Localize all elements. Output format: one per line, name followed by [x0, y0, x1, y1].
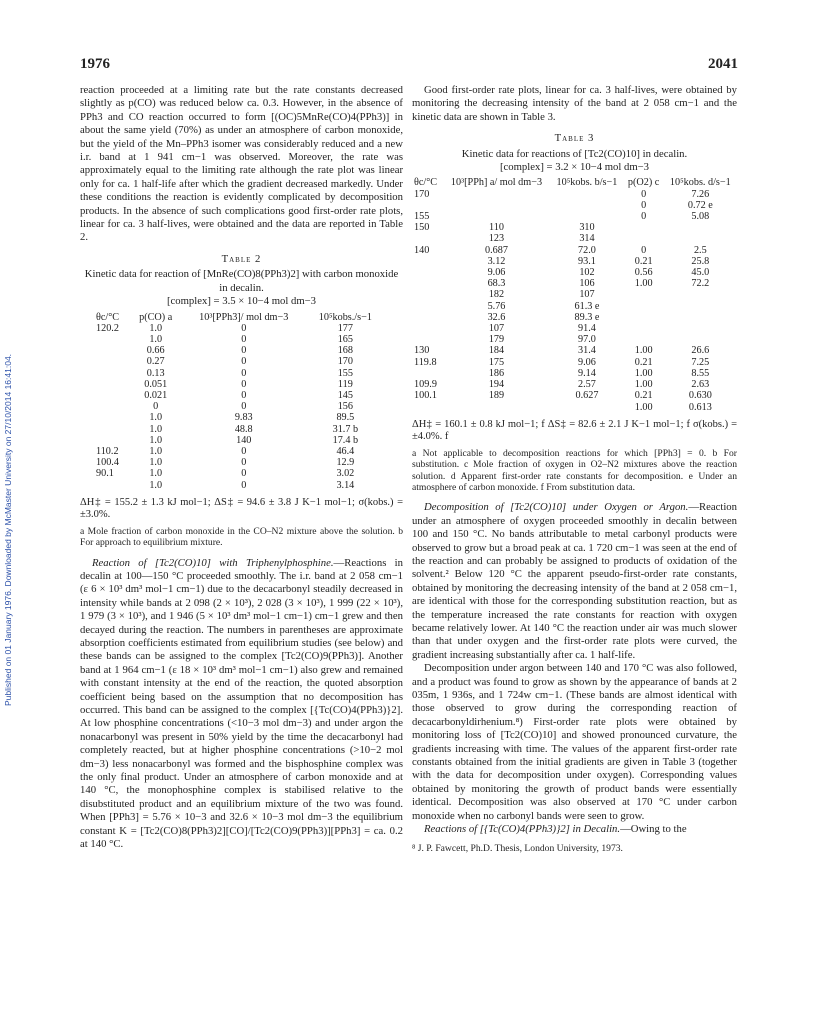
table-row	[94, 345, 384, 356]
table-row	[412, 301, 737, 312]
table-row	[412, 390, 737, 401]
table-header-cell: 10³[PPh] a/ mol dm−3	[450, 177, 543, 189]
table-cell: 32.6	[487, 311, 506, 323]
table-cell	[412, 402, 443, 413]
table-cell: 165	[337, 333, 353, 345]
table-cell	[624, 222, 664, 233]
table-cell: 1.00	[634, 401, 653, 413]
table-cell: 156	[337, 401, 353, 413]
table-cell: 100.4	[96, 457, 119, 469]
table-cell	[412, 368, 443, 379]
table-cell: 0.21	[634, 255, 653, 267]
table-cell: 1.0	[149, 479, 163, 491]
table2	[94, 312, 384, 491]
table-cell: 7.26	[691, 188, 710, 200]
table3-label: Table 3	[554, 132, 595, 145]
table-cell	[412, 289, 443, 300]
table-cell: 0	[241, 345, 247, 357]
table-cell: 168	[337, 345, 353, 357]
table-row	[412, 334, 737, 345]
table-cell: 2.63	[691, 379, 710, 391]
table-cell: 9.83	[234, 412, 253, 424]
table-cell: 179	[488, 334, 505, 346]
table-header-cell: 10⁵kobs./s−1	[318, 311, 372, 323]
table-cell: 3.02	[336, 468, 355, 480]
table-row	[412, 222, 737, 233]
table-cell	[412, 200, 443, 211]
table3-activation: ΔH‡ = 160.1 ± 0.8 kJ mol−1; f ΔS‡ = 82.6 ± 2.1 J K−1 mol−1; f σ(kobs.) = ±4.0%. f	[412, 418, 737, 443]
table-row	[412, 278, 737, 289]
table-cell: 46.4	[336, 445, 355, 457]
table-cell	[624, 301, 664, 312]
table-cell: 97.0	[578, 334, 596, 346]
table-cell	[94, 390, 131, 401]
table-cell: 0.687	[485, 244, 508, 256]
table-cell: 194	[488, 379, 505, 391]
table-cell: 145	[337, 389, 353, 401]
left-column	[80, 84, 403, 852]
table-cell: 1.0	[149, 333, 163, 345]
table-row	[94, 401, 384, 412]
table-header-cell: θc/°C	[96, 311, 120, 323]
table-cell: 2.57	[578, 379, 596, 391]
table-cell: 0	[241, 322, 247, 334]
table-cell: 170	[414, 188, 430, 200]
table-cell: 130	[414, 345, 430, 357]
table-cell	[412, 312, 443, 323]
table-cell: 120.2	[96, 322, 119, 334]
table2-footnote: a Mole fraction of carbon monoxide in the CO–N2 mixture above the solution. b For approach to equilibrium mixture.	[80, 525, 403, 549]
table-cell: 0.72 e	[687, 199, 713, 211]
table-cell: 0.21	[634, 390, 653, 402]
table-cell: 93.1	[578, 255, 596, 267]
table-row	[412, 200, 737, 211]
table-cell	[443, 200, 551, 211]
table-cell	[412, 233, 443, 244]
table-row	[94, 480, 384, 491]
table-cell: 72.2	[691, 278, 710, 290]
table-cell: 5.08	[691, 211, 710, 223]
table-cell: 31.4	[578, 345, 596, 357]
table-cell: 1.00	[634, 345, 653, 357]
table-row	[412, 323, 737, 334]
table-cell	[624, 289, 664, 300]
table-cell: 0	[241, 479, 247, 491]
table-cell	[94, 356, 131, 367]
table-row	[94, 457, 384, 468]
table-cell: 177	[337, 322, 353, 334]
table-cell: 110	[489, 222, 504, 234]
table2-label: Table 2	[221, 252, 262, 265]
table-cell	[664, 222, 737, 233]
table-cell	[624, 312, 664, 323]
table-row	[412, 357, 737, 368]
table-cell: 0.56	[634, 267, 653, 279]
page-number-right: 2041	[708, 56, 738, 72]
table-cell: 140	[414, 244, 430, 256]
table-cell	[412, 323, 443, 334]
table-cell: 3.14	[336, 479, 355, 491]
table-cell: 140	[236, 434, 252, 446]
table-cell: 0.613	[688, 401, 712, 413]
table-cell	[443, 402, 551, 413]
table-cell: 25.8	[691, 255, 710, 267]
table-cell: 107	[579, 289, 595, 301]
table3	[412, 177, 737, 412]
table-cell	[94, 435, 131, 446]
table-row	[94, 323, 384, 334]
table-row	[94, 390, 384, 401]
section-heading-reactions-tc: Reactions of [{Tc(CO)4(PPh3)}2] in Decalin.	[424, 823, 621, 836]
table-cell: 155	[337, 367, 353, 379]
table-cell: 107	[488, 323, 505, 335]
section-heading-decomposition: Decomposition of [Tc2(CO)10] under Oxygen or Argon.	[424, 501, 689, 514]
left-body-text: —Reactions in decalin at 100—150 °C proceeded smoothly. The i.r. band at 2 058 cm−1 (ε 6 × 10³ dm³ mol−1 cm−1) due to the decacarbonyl steadily decreased in intensity while bands at 2 098 (2 × 10³), 2 028 (3 × 10³), 1 999 (22 × 10³), 1 979 (3 × 10³), and 1 946 (5 × 10³ dm³ mol−1 cm−1) cm−1 grew and then decayed during the reaction. The numbers in parentheses are approximate absorption coefficients estimated from equilibrium studies (see below) and these bands can be assigned to the complex [Tc2(CO)9(PPh3)]. Another band at 1 964 cm−1 (ε 18 × 10³ dm³ mol−1 cm−1) also grew and remained with constant intensity at the end of the reaction, the quoted absorption coefficient being based on the assumption that no decomposition has occurred. This band can be assigned to the complex [{Tc(CO)4(PPh3)}2]. At low phosphine concentrations (<10−3 mol dm−3) and under argon the nonacarbonyl was present in 50% yield by the time the decacarbonyl had completely reacted, but at higher phosphine concentrations (>10−2 mol dm−3) less nonacarbonyl was formed and the bisphosphine complex was the only final product. Under an atmosphere of carbon monoxide and at 140 °C, the monophosphine complex is stabilised relative to the disubstituted product and an equilibrium mixture of the two was found. When [PPh3] = 5.76 × 10−3 and 32.6 × 10−3 mol dm−3 the equilibrium constant K = [Tc2(CO)8(PPh3)2][CO]/[Tc2(CO)9(PPh3)][PPh3] = ca. 0.2 at 140 °C.	[80, 556, 403, 851]
table-row	[94, 368, 384, 379]
table-cell	[664, 312, 737, 323]
table-cell: 31.7 b	[332, 423, 359, 435]
last-text: —Owing to the	[620, 823, 687, 836]
table-cell: 0	[641, 211, 647, 223]
table-cell: 109.9	[414, 379, 437, 391]
table-row	[412, 233, 737, 244]
table-cell: 0	[241, 457, 247, 469]
table-cell	[94, 412, 131, 423]
table3-subtitle: [complex] = 3.2 × 10−4 mol dm−3	[499, 161, 650, 174]
table-cell: 0.051	[144, 378, 168, 390]
argon-paragraph: Decomposition under argon between 140 and 170 °C was also followed, and a product was found to grow as shown by the appearance of bands at 2 035m, 1 936s, and 1 724w cm−1. (These bands are almost identical with those observed to grow during the corresponding reaction of decacarbonyldirhenium.⁸) First-order rate plots were obtained by monitoring loss of [Tc2(CO)10] and showed pronounced curvature, the gradients increasing with time. The values of the apparent first-order rate constants obtained from the initial gradients are given in Table 3 (together with the data for decomposition under oxygen). Corresponding values obtained by monitoring the growth of product bands were essentially identical. Decomposition was also observed at 170 °C under carbon monoxide when no carbonyl bands were seen to grow.	[412, 662, 737, 822]
table-cell: 1.0	[149, 457, 163, 469]
table-cell: 0	[641, 199, 647, 211]
table-cell: 110.2	[96, 445, 119, 457]
left-body-paragraph	[80, 557, 403, 852]
table-cell: 0	[153, 401, 159, 413]
section-heading-reaction: Reaction of [Tc2(CO)10] with Triphenylphosphine.	[92, 556, 334, 569]
table-cell	[550, 189, 623, 200]
table-cell: 26.6	[691, 345, 710, 357]
table-cell: 89.5	[336, 412, 355, 424]
table-row	[94, 446, 384, 457]
table-cell	[412, 334, 443, 345]
table-cell: 119.8	[414, 356, 437, 368]
table-cell	[550, 211, 623, 222]
table-header-cell: 10³[PPh3]/ mol dm−3	[199, 311, 289, 323]
table-cell	[412, 256, 443, 267]
table-cell: 0	[641, 188, 647, 200]
table-cell	[664, 301, 737, 312]
table-cell: 0	[241, 356, 247, 368]
table-cell: 3.12	[487, 255, 506, 267]
table-cell: 1.0	[149, 468, 163, 480]
table-cell: 1.00	[634, 367, 653, 379]
table-cell: 5.76	[487, 300, 506, 312]
table-cell: 9.06	[578, 356, 596, 368]
table-cell: 186	[488, 367, 505, 379]
table-cell: 48.8	[234, 423, 253, 435]
table-cell	[550, 200, 623, 211]
table-cell: 123	[488, 233, 505, 245]
table-cell: 0	[241, 389, 247, 401]
right-intro-paragraph: Good first-order rate plots, linear for ca. 3 half-lives, were obtained by monitoring the decreasing intensity of the band at 2 058 cm−1 and the kinetic data are shown in Table 3.	[412, 84, 737, 123]
table-cell	[664, 289, 737, 300]
table-cell	[94, 480, 131, 491]
table-header-cell: p(CO) a	[139, 311, 173, 323]
table-cell	[443, 189, 551, 200]
table-cell: 175	[488, 356, 505, 368]
decomposition-text: —Reaction under an atmosphere of oxygen proceeded smoothly in decalin between 100 and 150 °C. No bands attributable to metal carbonyl products were observed to grow but a broad peak at ca. 1 720 cm−1 was seen at the end of the reaction and can probably be assigned to products of oxidation of the solvent.² Below 120 °C the apparent pseudo-first-order rate constants, obtained by monitoring the decreasing intensity of the band at 2 058 cm−1, are identical with those for the corresponding substitution reaction, but as the temperature increased the rate constants for reaction with oxygen became relatively lower. At 140 °C the reaction under air was much slower than that under oxygen and the first-order rate plots were curved, the gradient increasing substantially after ca. 1 half-life.	[412, 501, 737, 661]
table-cell: 0.21	[634, 356, 653, 368]
table-cell: 90.1	[96, 468, 114, 480]
table3-title: Kinetic data for reactions of [Tc2(CO)10] in decalin.	[461, 147, 688, 160]
table-cell: 1.0	[149, 423, 163, 435]
table-cell	[664, 323, 737, 334]
table-row	[412, 189, 737, 200]
right-column	[412, 84, 737, 856]
table-cell: 68.3	[487, 278, 506, 290]
table-cell: 0	[241, 378, 247, 390]
table-cell: 170	[337, 356, 353, 368]
table-row	[412, 289, 737, 300]
table-row	[412, 312, 737, 323]
table-row	[412, 345, 737, 356]
table-header-cell: 10⁵kobs. b/s−1	[556, 177, 618, 189]
table-cell: 155	[414, 211, 430, 223]
table3-footnote: a Not applicable to decomposition reactions for which [PPh3] = 0. b For substitution. c Mole fraction of oxygen in O2–N2 mixtures above the reaction solution. d Apparent first-order rate constants for decomposition. e Under an atmosphere of carbon monoxide. f From substitution data.	[412, 447, 737, 493]
table-cell	[94, 345, 131, 356]
download-watermark[interactable]: Published on 01 January 1976. Downloaded by McMaster University on 27/10/2014 16:41:04.	[3, 353, 13, 707]
table-cell: 0.66	[146, 345, 165, 357]
table-cell: 0.021	[144, 389, 168, 401]
table-cell: 1.00	[634, 278, 653, 290]
table-cell: 119	[337, 378, 353, 390]
decomposition-paragraph	[412, 501, 737, 662]
table-cell	[624, 233, 664, 244]
table-cell: 106	[579, 278, 595, 290]
table-cell	[412, 267, 443, 278]
table-cell	[94, 368, 131, 379]
table-cell: 61.3 e	[574, 300, 600, 312]
table-cell: 91.4	[578, 323, 596, 335]
table-row	[412, 211, 737, 222]
table-cell: 1.0	[149, 434, 163, 446]
reference-8: ⁸ J. P. Fawcett, Ph.D. Thesis, London University, 1973.	[412, 843, 623, 855]
table-cell: 0	[241, 468, 247, 480]
table-cell: 0.630	[688, 390, 712, 402]
table-cell: 100.1	[414, 390, 437, 402]
table-header-cell: θc/°C	[414, 177, 438, 189]
last-paragraph	[412, 823, 737, 836]
table-row	[412, 402, 737, 413]
table-cell: 89.3 e	[574, 311, 600, 323]
table-row	[412, 256, 737, 267]
table2-activation: ΔH‡ = 155.2 ± 1.3 kJ mol−1; ΔS‡ = 94.6 ± 3.8 J K−1 mol−1; σ(kobs.) = ±3.0%.	[80, 496, 403, 521]
table-cell: 0	[241, 367, 247, 379]
table-cell: 1.00	[634, 379, 653, 391]
table-cell: 8.55	[691, 367, 710, 379]
table-cell: 0	[641, 244, 647, 256]
table-row	[412, 245, 737, 256]
table-cell	[94, 334, 131, 345]
table-cell: 12.9	[336, 457, 355, 469]
table-cell: 1.0	[149, 445, 163, 457]
table-cell: 1.0	[149, 322, 163, 334]
table-cell: 184	[488, 345, 505, 357]
table-cell: 1.0	[149, 412, 163, 424]
table-cell	[550, 402, 623, 413]
table-cell: 102	[579, 267, 595, 279]
table-row	[94, 412, 384, 423]
table-cell	[664, 334, 737, 345]
table-row	[94, 424, 384, 435]
table-cell: 189	[488, 390, 505, 402]
table2-subtitle: [complex] = 3.5 × 10−4 mol dm−3	[166, 295, 317, 308]
table-cell	[412, 278, 443, 289]
table-cell: 72.0	[578, 244, 596, 256]
table-row	[412, 267, 737, 278]
table-cell	[94, 401, 131, 412]
table-cell: 17.4 b	[332, 434, 359, 446]
table-cell: 0.627	[575, 390, 599, 402]
table-cell	[664, 233, 737, 244]
table-cell: 314	[579, 233, 595, 245]
table-cell: 2.5	[693, 244, 707, 256]
table-row	[94, 334, 384, 345]
table-cell: 0.13	[146, 367, 165, 379]
table-cell: 9.06	[487, 267, 506, 279]
table-cell	[443, 211, 551, 222]
table-row	[94, 356, 384, 367]
table-cell: 0.27	[146, 356, 165, 368]
table-cell: 9.14	[578, 367, 596, 379]
table-row	[412, 368, 737, 379]
table-cell: 182	[488, 289, 505, 301]
table-header-cell: 10⁵kobs. d/s−1	[669, 177, 731, 189]
table-cell: 310	[579, 222, 595, 234]
table-cell	[412, 301, 443, 312]
table-cell: 45.0	[691, 267, 710, 279]
table-row	[94, 379, 384, 390]
table2-title: Kinetic data for reaction of [MnRe(CO)8(PPh3)2] with carbon monoxide in decalin.	[84, 268, 399, 294]
table-cell	[94, 424, 131, 435]
table-row	[412, 379, 737, 390]
table-cell: 7.25	[691, 356, 710, 368]
table-cell: 0	[241, 333, 247, 345]
table-cell: 150	[414, 222, 430, 234]
left-intro-paragraph: reaction proceeded at a limiting rate but the rate constants decreased slightly as p(CO) was reduced below ca. 0.3. However, in the absence of PPh3 and CO reaction occurred to form [(OC)5MnRe(CO)4(PPh3)] in about the same yield (70%) as under an atmosphere of carbon monoxide, but the yield of the Mn–PPh3 isomer was considerably reduced and a new i.r. band at 1 941 cm−1 was observed. Moreover, the rate was approximately equal to the limiting rate although the rate plot was linear only for ca. 1 half-life after which the gradient decreased markedly. Under these conditions the reaction is evidently complicated by decomposition products. In the absence of such complications good first-order rate plots, linear for ca. 3 half-lives, were obtained and the data are reported in Table 2.	[80, 84, 403, 244]
table-header-cell: p(O2) c	[627, 177, 660, 189]
table-cell: 0	[241, 445, 247, 457]
table-cell	[624, 323, 664, 334]
table-cell	[94, 379, 131, 390]
table-cell: 0	[241, 401, 247, 413]
table-row	[94, 468, 384, 479]
table-row	[94, 435, 384, 446]
page-number-left: 1976	[80, 56, 110, 72]
table-cell	[624, 334, 664, 345]
